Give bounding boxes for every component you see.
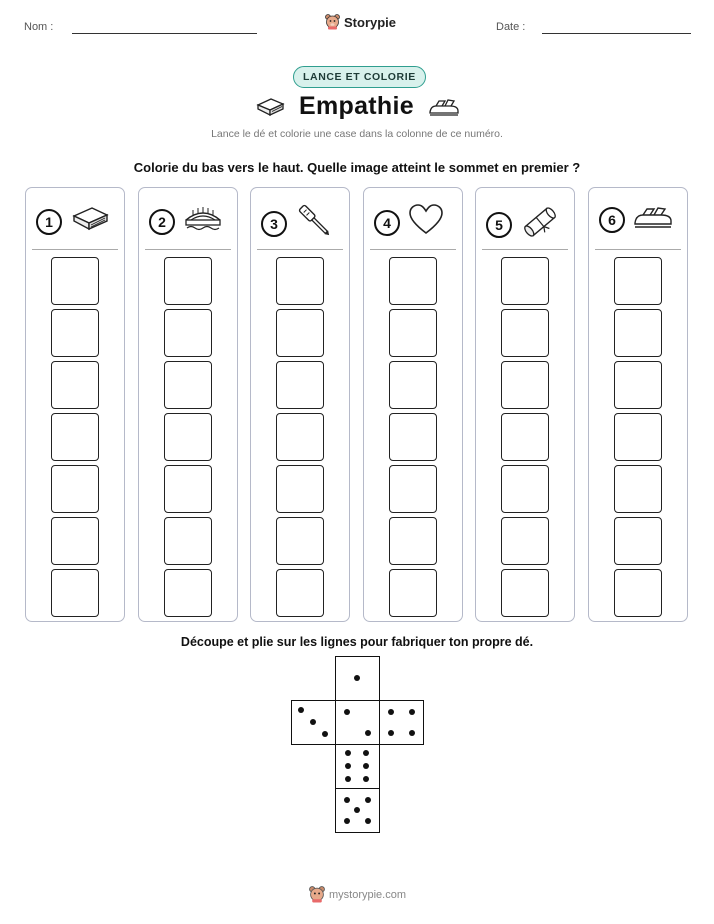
color-cell[interactable] — [389, 569, 437, 617]
die-pip — [363, 750, 369, 756]
color-cell[interactable] — [276, 361, 324, 409]
subtitle: Lance le dé et colorie une case dans la colonne de ce numéro. — [211, 128, 503, 140]
die-pip — [345, 750, 351, 756]
column-number: 2 — [149, 209, 175, 235]
scroll-icon — [520, 204, 560, 245]
color-cell[interactable] — [501, 257, 549, 305]
dice-column-3 — [250, 187, 350, 622]
color-cell[interactable] — [501, 361, 549, 409]
color-cell[interactable] — [164, 517, 212, 565]
die-pip — [388, 709, 394, 715]
color-cell[interactable] — [51, 361, 99, 409]
color-cell[interactable] — [164, 361, 212, 409]
color-cell[interactable] — [276, 309, 324, 357]
color-cell[interactable] — [389, 257, 437, 305]
color-cell[interactable] — [51, 465, 99, 513]
color-cell[interactable] — [389, 361, 437, 409]
dice-column-4 — [363, 187, 463, 622]
color-cell[interactable] — [501, 309, 549, 357]
die-pip — [409, 730, 415, 736]
die-face-1 — [335, 656, 380, 701]
heart-icon — [408, 204, 444, 241]
die-pip — [388, 730, 394, 736]
column-divider — [370, 249, 456, 250]
die-pip — [363, 776, 369, 782]
color-cell[interactable] — [389, 413, 437, 461]
column-number: 4 — [374, 210, 400, 236]
color-cell[interactable] — [276, 413, 324, 461]
column-divider — [482, 249, 568, 250]
die-pip — [365, 818, 371, 824]
die-pip — [344, 709, 350, 715]
dice-column-5 — [475, 187, 575, 622]
date-label: Date : — [496, 21, 526, 33]
bear-logo-icon — [309, 886, 325, 903]
bear-logo-icon — [325, 14, 340, 30]
die-pip — [322, 731, 328, 737]
color-cell[interactable] — [614, 309, 662, 357]
die-face-6 — [335, 744, 380, 789]
color-cell[interactable] — [389, 309, 437, 357]
column-number: 5 — [486, 212, 512, 238]
column-number: 1 — [36, 209, 62, 235]
column-header — [374, 204, 444, 241]
die-pip — [365, 797, 371, 803]
sandal-icon — [428, 97, 460, 117]
chisel-icon — [295, 204, 335, 243]
page-title: Empathie — [299, 92, 414, 120]
die-pip — [363, 763, 369, 769]
color-cell[interactable] — [164, 569, 212, 617]
footer — [309, 886, 406, 903]
color-cell[interactable] — [276, 465, 324, 513]
die-pip — [344, 818, 350, 824]
column-header — [261, 204, 335, 243]
column-divider — [32, 249, 118, 250]
color-cell[interactable] — [164, 413, 212, 461]
color-cell[interactable] — [51, 257, 99, 305]
column-header — [486, 204, 560, 245]
column-header — [599, 204, 673, 235]
die-pip — [344, 797, 350, 803]
die-face-3 — [291, 700, 336, 745]
color-cell[interactable] — [51, 413, 99, 461]
die-pip — [365, 730, 371, 736]
die-pip — [298, 707, 304, 713]
date-line[interactable] — [542, 33, 691, 34]
die-pip — [310, 719, 316, 725]
dice-column-1 — [25, 187, 125, 622]
book-icon — [70, 204, 110, 239]
column-divider — [595, 249, 681, 250]
die-pip — [409, 709, 415, 715]
color-cell[interactable] — [276, 257, 324, 305]
dice-column-6 — [588, 187, 688, 622]
color-cell[interactable] — [501, 517, 549, 565]
color-cell[interactable] — [614, 361, 662, 409]
die-face-2 — [335, 700, 380, 745]
title-row — [255, 92, 460, 121]
die-pip — [345, 776, 351, 782]
color-cell[interactable] — [501, 465, 549, 513]
sandal-icon — [633, 204, 673, 235]
column-divider — [145, 249, 231, 250]
name-line[interactable] — [72, 33, 257, 34]
color-cell[interactable] — [389, 465, 437, 513]
dice-column-2 — [138, 187, 238, 622]
color-cell[interactable] — [614, 465, 662, 513]
color-cell[interactable] — [614, 569, 662, 617]
color-cell[interactable] — [164, 465, 212, 513]
die-pip — [345, 763, 351, 769]
name-label: Nom : — [24, 21, 54, 33]
color-cell[interactable] — [51, 517, 99, 565]
color-cell[interactable] — [614, 413, 662, 461]
book-icon — [255, 96, 285, 118]
color-cell[interactable] — [614, 257, 662, 305]
column-header — [149, 204, 223, 239]
color-cell[interactable] — [501, 413, 549, 461]
color-cell[interactable] — [51, 309, 99, 357]
color-cell[interactable] — [614, 517, 662, 565]
color-cell[interactable] — [164, 257, 212, 305]
color-cell[interactable] — [164, 309, 212, 357]
bridge-icon — [183, 204, 223, 239]
brand-logo — [325, 14, 396, 30]
color-cell[interactable] — [276, 569, 324, 617]
die-instruction: Découpe et plie sur les lignes pour fabriquer ton propre dé. — [180, 635, 534, 649]
die-face-4 — [379, 700, 424, 745]
column-divider — [257, 249, 343, 250]
color-cell[interactable] — [276, 517, 324, 565]
coloring-instruction: Colorie du bas vers le haut. Quelle image atteint le sommet en premier ? — [133, 160, 581, 175]
color-cell[interactable] — [389, 517, 437, 565]
color-cell[interactable] — [501, 569, 549, 617]
footer-url[interactable]: mystorypie.com — [329, 888, 407, 901]
color-cell[interactable] — [51, 569, 99, 617]
die-pip — [354, 675, 360, 681]
activity-badge: LANCE ET COLORIE — [293, 66, 426, 88]
brand-name: Storypie — [344, 14, 397, 30]
column-number: 3 — [261, 211, 287, 237]
die-face-5 — [335, 788, 380, 833]
column-header — [36, 204, 110, 239]
die-pip — [354, 807, 360, 813]
column-number: 6 — [599, 207, 625, 233]
